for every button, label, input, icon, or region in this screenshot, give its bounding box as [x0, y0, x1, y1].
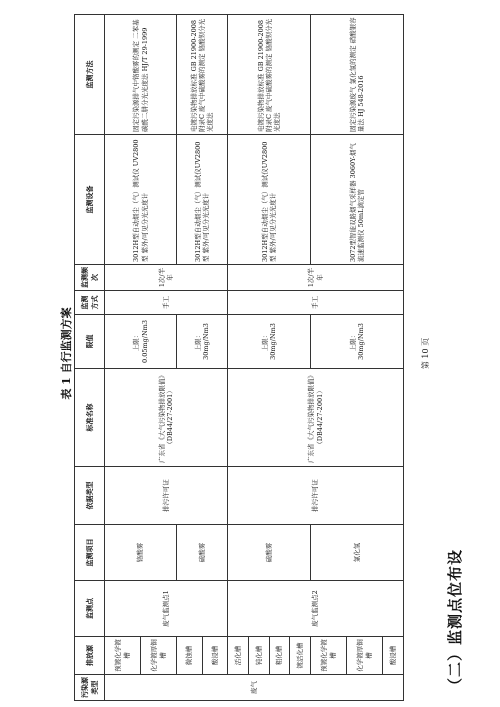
method-cell: 固定污染源排气中铬酸雾的测定 二苯基碳酰二肼分光光度法 HJ/T 29-1999	[105, 15, 177, 135]
table-title: 表 1 自行监测方案	[60, 307, 73, 400]
standard-cell: 广东省《大气污染物排放限值》（DB44/27-2001）	[228, 369, 404, 467]
source-cell: 微蚀槽	[177, 637, 203, 675]
table-row	[105, 15, 141, 701]
device-cell: 3072型智能双路烟气采样器 3060Y-烟气流速监测仪 50mL滴定管	[311, 135, 404, 265]
device-cell: 3012H型自动烟尘（气）测试仪UV2800型 紫外/可见分光光度计	[228, 135, 311, 265]
source-cell: 化学镀厚铜槽	[347, 637, 383, 675]
item-cell: 氯化氢	[311, 525, 404, 581]
header-cell: 限值	[75, 315, 105, 369]
method-cell: 电镀污染物排放标准 GB 21900-2008 附录C 废气中硫酸雾的测定 铬酸钡分光光度法	[177, 15, 228, 135]
header-cell: 监测项目	[75, 525, 105, 581]
section-title: （二）监测点位布设	[446, 548, 464, 693]
basis-cell: 排污许可证	[105, 467, 228, 525]
header-cell: 标准名称	[75, 369, 105, 467]
device-cell: 3012H型自动烟尘（气）测试仪UV2800型 紫外/可见分光光度计	[177, 135, 228, 265]
header-cell: 监测设备	[75, 135, 105, 265]
source-cell: 活化槽	[228, 637, 249, 675]
category-cell: 废气	[105, 675, 404, 701]
source-cell: 钝化槽	[249, 637, 270, 675]
header-cell: 监测点	[75, 581, 105, 637]
source-cell: 粗化槽	[269, 637, 290, 675]
source-cell: 镀活化槽	[290, 637, 311, 675]
source-cell: 化学镀厚铜槽	[141, 637, 177, 675]
item-cell: 铬酸雾	[105, 525, 177, 581]
source-cell: 预镀化学镀槽	[105, 637, 141, 675]
limit-cell: 上限：30mg/Nm3	[177, 315, 228, 369]
table-header-row	[75, 15, 105, 701]
method-cell: 电镀污染物排放标准 GB 21900-2008 附录C 废气中硫酸雾的测定 铬酸钡分光光度法	[228, 15, 311, 135]
item-cell: 硫酸雾	[228, 525, 311, 581]
source-cell: 酸浸槽	[383, 637, 404, 675]
limit-cell: 上限：30mg/Nm3	[311, 315, 404, 369]
header-cell: 监测方法	[75, 15, 105, 135]
limit-cell: 上限：0.05mg/Nm3	[105, 315, 177, 369]
limit-cell: 上限：30mg/Nm3	[228, 315, 311, 369]
table-row	[228, 15, 249, 701]
method-type-cell: 手工	[105, 291, 228, 315]
standard-cell: 广东省《大气污染物排放限值》（DB44/27-2001）	[105, 369, 228, 467]
header-cell: 监测方式	[75, 291, 105, 315]
device-cell: 3012H型自动烟尘（气）测试仪 UV2800型 紫外/可见分光光度计	[105, 135, 177, 265]
method-cell: 固定污染源废气 氯化氢的测定 硝酸银容量法 HJ 548-2016	[311, 15, 404, 135]
header-cell: 污染源类型	[75, 675, 105, 701]
source-cell: 酸浸槽	[202, 637, 228, 675]
point-cell: 废气监测点1	[105, 581, 228, 637]
source-cell: 预镀化学镀槽	[311, 637, 347, 675]
item-cell: 硫酸雾	[177, 525, 228, 581]
header-cell: 排放源	[75, 637, 105, 675]
point-cell: 废气监测点2	[228, 581, 404, 637]
method-type-cell: 手工	[228, 291, 404, 315]
header-cell: 监测频次	[75, 265, 105, 291]
frequency-cell: 1次/半年	[105, 265, 228, 291]
page-number: 第 10 页	[421, 337, 430, 370]
header-cell: 依据类型	[75, 467, 105, 525]
monitoring-plan-table	[74, 14, 404, 701]
basis-cell: 排污许可证	[228, 467, 404, 525]
frequency-cell: 1次/半年	[228, 265, 404, 291]
